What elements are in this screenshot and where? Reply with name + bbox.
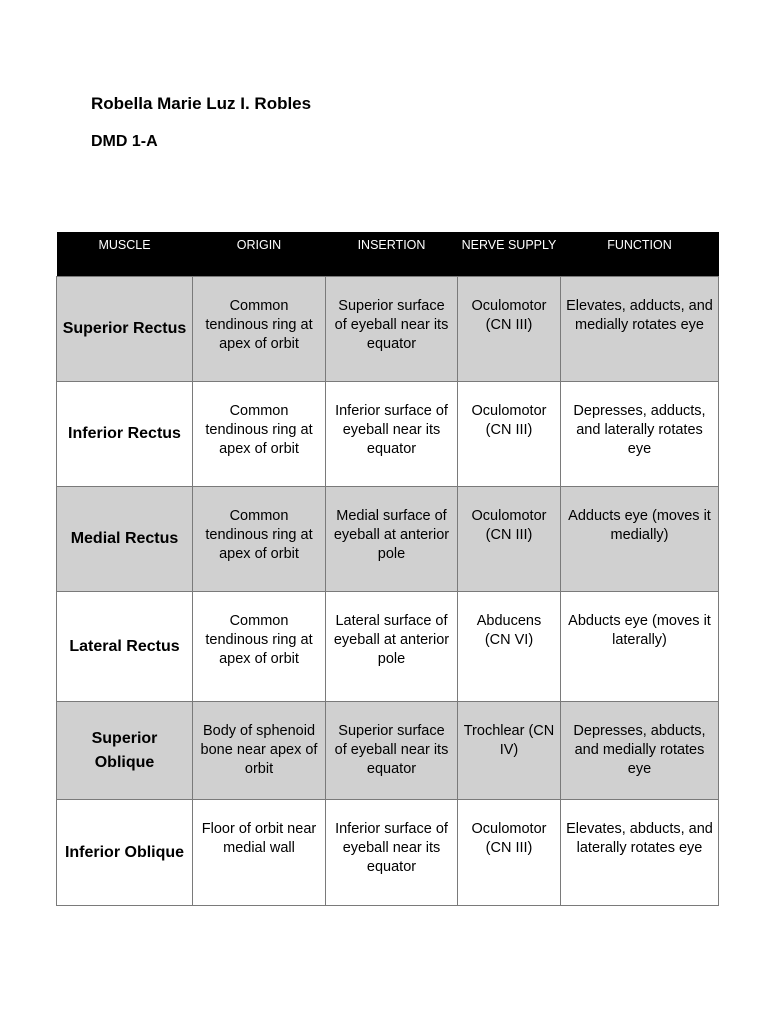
insertion-cell: Inferior surface of eyeball near its equator [326,382,458,487]
muscle-cell: Lateral Rectus [57,592,193,702]
function-cell: Adducts eye (moves it medially) [561,487,719,592]
origin-cell: Common tendinous ring at apex of orbit [193,487,326,592]
origin-cell: Common tendinous ring at apex of orbit [193,277,326,382]
nerve-cell: Abducens (CN VI) [458,592,561,702]
nerve-cell: Oculomotor (CN III) [458,800,561,906]
insertion-cell: Inferior surface of eyeball near its equator [326,800,458,906]
insertion-cell: Medial surface of eyeball at anterior pole [326,487,458,592]
function-cell: Depresses, abducts, and medially rotates eye [561,702,719,800]
insertion-cell: Superior surface of eyeball near its equator [326,702,458,800]
class-section: DMD 1-A [91,133,158,150]
table-row [57,800,719,906]
table-row [57,277,719,382]
nerve-cell: Oculomotor (CN III) [458,487,561,592]
function-cell: Elevates, adducts, and medially rotates eye [561,277,719,382]
function-cell: Depresses, adducts, and laterally rotates eye [561,382,719,487]
muscle-cell: Superior Oblique [57,702,193,800]
nerve-cell: Oculomotor (CN III) [458,382,561,487]
column-header-muscle: MUSCLE [57,232,193,277]
origin-cell: Common tendinous ring at apex of orbit [193,382,326,487]
muscle-cell: Inferior Rectus [57,382,193,487]
column-header-function: FUNCTION [561,232,719,277]
table-row [57,592,719,702]
extraocular-muscles-table [56,232,719,906]
muscle-cell: Superior Rectus [57,277,193,382]
column-header-nerve-supply: NERVE SUPPLY [458,232,561,277]
insertion-cell: Superior surface of eyeball near its equator [326,277,458,382]
table-row [57,487,719,592]
function-cell: Abducts eye (moves it laterally) [561,592,719,702]
origin-cell: Common tendinous ring at apex of orbit [193,592,326,702]
origin-cell: Body of sphenoid bone near apex of orbit [193,702,326,800]
table-row [57,702,719,800]
function-cell: Elevates, abducts, and laterally rotates eye [561,800,719,906]
column-header-insertion: INSERTION [326,232,458,277]
origin-cell: Floor of orbit near medial wall [193,800,326,906]
table-row [57,382,719,487]
table-header-row [57,232,719,277]
author-name: Robella Marie Luz I. Robles [91,94,312,113]
nerve-cell: Oculomotor (CN III) [458,277,561,382]
muscle-cell: Inferior Oblique [57,800,193,906]
muscle-cell: Medial Rectus [57,487,193,592]
insertion-cell: Lateral surface of eyeball at anterior pole [326,592,458,702]
column-header-origin: ORIGIN [193,232,326,277]
nerve-cell: Trochlear (CN IV) [458,702,561,800]
